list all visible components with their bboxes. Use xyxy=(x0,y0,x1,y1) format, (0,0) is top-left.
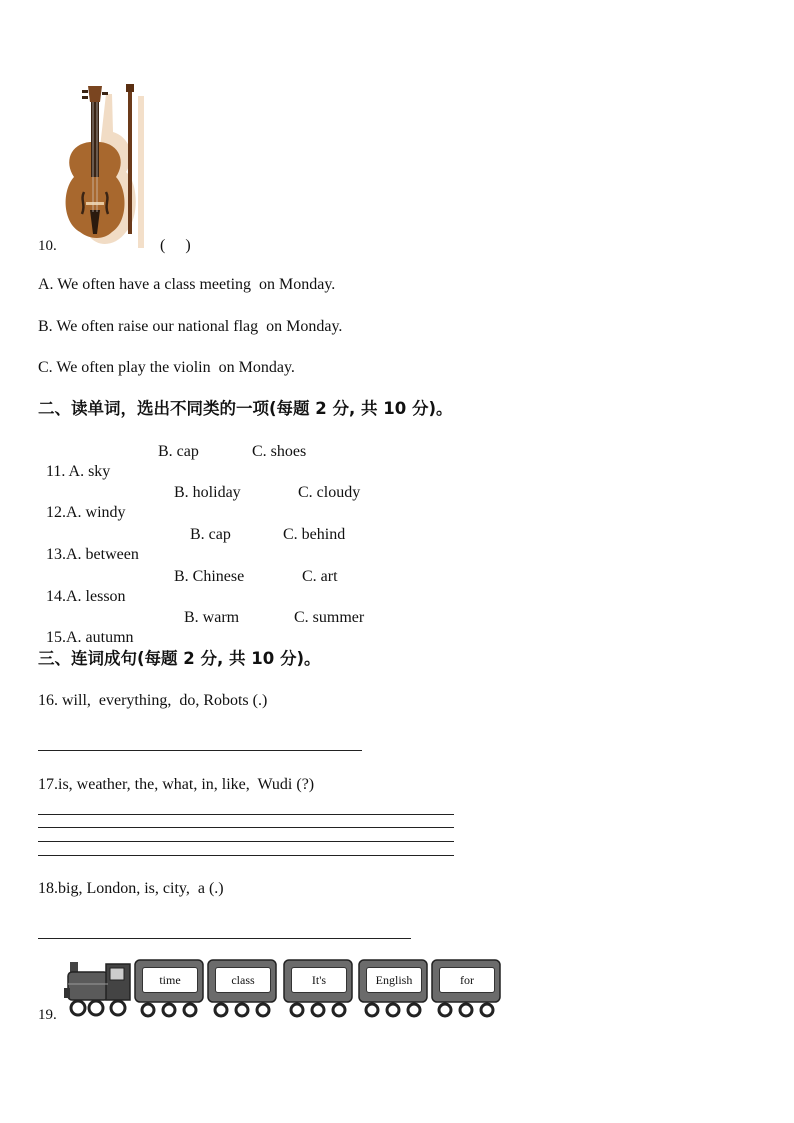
q18-answer-line[interactable] xyxy=(38,938,411,939)
q14-option-b: B. Chinese xyxy=(174,568,245,585)
q13-number: 13 xyxy=(46,546,62,563)
q11-option-a: . A. sky xyxy=(61,463,111,480)
q12-option-c: C. cloudy xyxy=(298,484,361,501)
train-car-word: class xyxy=(215,967,271,993)
q15-option-c: C. summer xyxy=(294,609,365,626)
train-car-3 xyxy=(283,958,353,1008)
q10-option-a: A. We often have a class meeting on Monday. xyxy=(38,276,336,293)
q17-answer-line-4[interactable] xyxy=(38,855,454,856)
train-engine-icon xyxy=(62,958,134,1020)
q14-option-a: .A. lesson xyxy=(62,588,126,605)
train-car-word: It's xyxy=(291,967,347,993)
question-14 xyxy=(38,567,126,607)
q14-option-c: C. art xyxy=(302,568,338,585)
q10-option-b: B. We often raise our national flag on Monday. xyxy=(38,318,343,335)
question-13 xyxy=(38,525,139,565)
q15-option-b: B. warm xyxy=(184,609,240,626)
q15-number: 15 xyxy=(46,629,62,646)
train-car-word: time xyxy=(142,967,198,993)
answer-blank[interactable]: ( ) xyxy=(160,237,191,254)
question-10-number: 10. xyxy=(38,238,57,254)
train-car-1 xyxy=(134,958,204,1008)
q17-answer-line-3[interactable] xyxy=(38,841,454,842)
section-2-title: 二、读单词，选出不同类的一项(每题 2 分, 共 10 分)。 xyxy=(38,399,453,418)
q12-option-b: B. holiday xyxy=(174,484,241,501)
question-19-number: 19. xyxy=(38,1007,57,1023)
q12-number: 12 xyxy=(46,504,62,521)
q11-option-c: C. shoes xyxy=(252,443,307,460)
q13-option-b: B. cap xyxy=(190,526,231,543)
q12-option-a: .A. windy xyxy=(62,504,126,521)
q17-answer-line-1[interactable] xyxy=(38,814,454,815)
train-car-5 xyxy=(431,958,501,1008)
question-15 xyxy=(38,608,134,648)
q13-option-c: C. behind xyxy=(283,526,346,543)
question-17: 17.is, weather, the, what, in, like, Wudi (?) xyxy=(38,776,315,793)
q11-number: 11 xyxy=(46,463,62,480)
train-car-2 xyxy=(207,958,277,1008)
section-3-title: 三、连词成句(每题 2 分, 共 10 分)。 xyxy=(38,649,321,668)
q11-option-b: B. cap xyxy=(158,443,199,460)
question-11 xyxy=(38,442,110,482)
question-16: 16. will, everything, do, Robots (.) xyxy=(38,692,268,709)
train-car-4 xyxy=(358,958,428,1008)
q15-option-a: .A. autumn xyxy=(62,629,134,646)
train-car-word: English xyxy=(366,967,422,993)
q17-answer-line-2[interactable] xyxy=(38,827,454,828)
q14-number: 14 xyxy=(46,588,62,605)
question-18: 18.big, London, is, city, a (.) xyxy=(38,880,224,897)
q10-option-c: C. We often play the violin on Monday. xyxy=(38,359,295,376)
train-car-word: for xyxy=(439,967,495,993)
question-12 xyxy=(38,483,126,523)
q13-option-a: .A. between xyxy=(62,546,139,563)
violin-image xyxy=(60,82,160,252)
q16-answer-line[interactable] xyxy=(38,750,362,751)
